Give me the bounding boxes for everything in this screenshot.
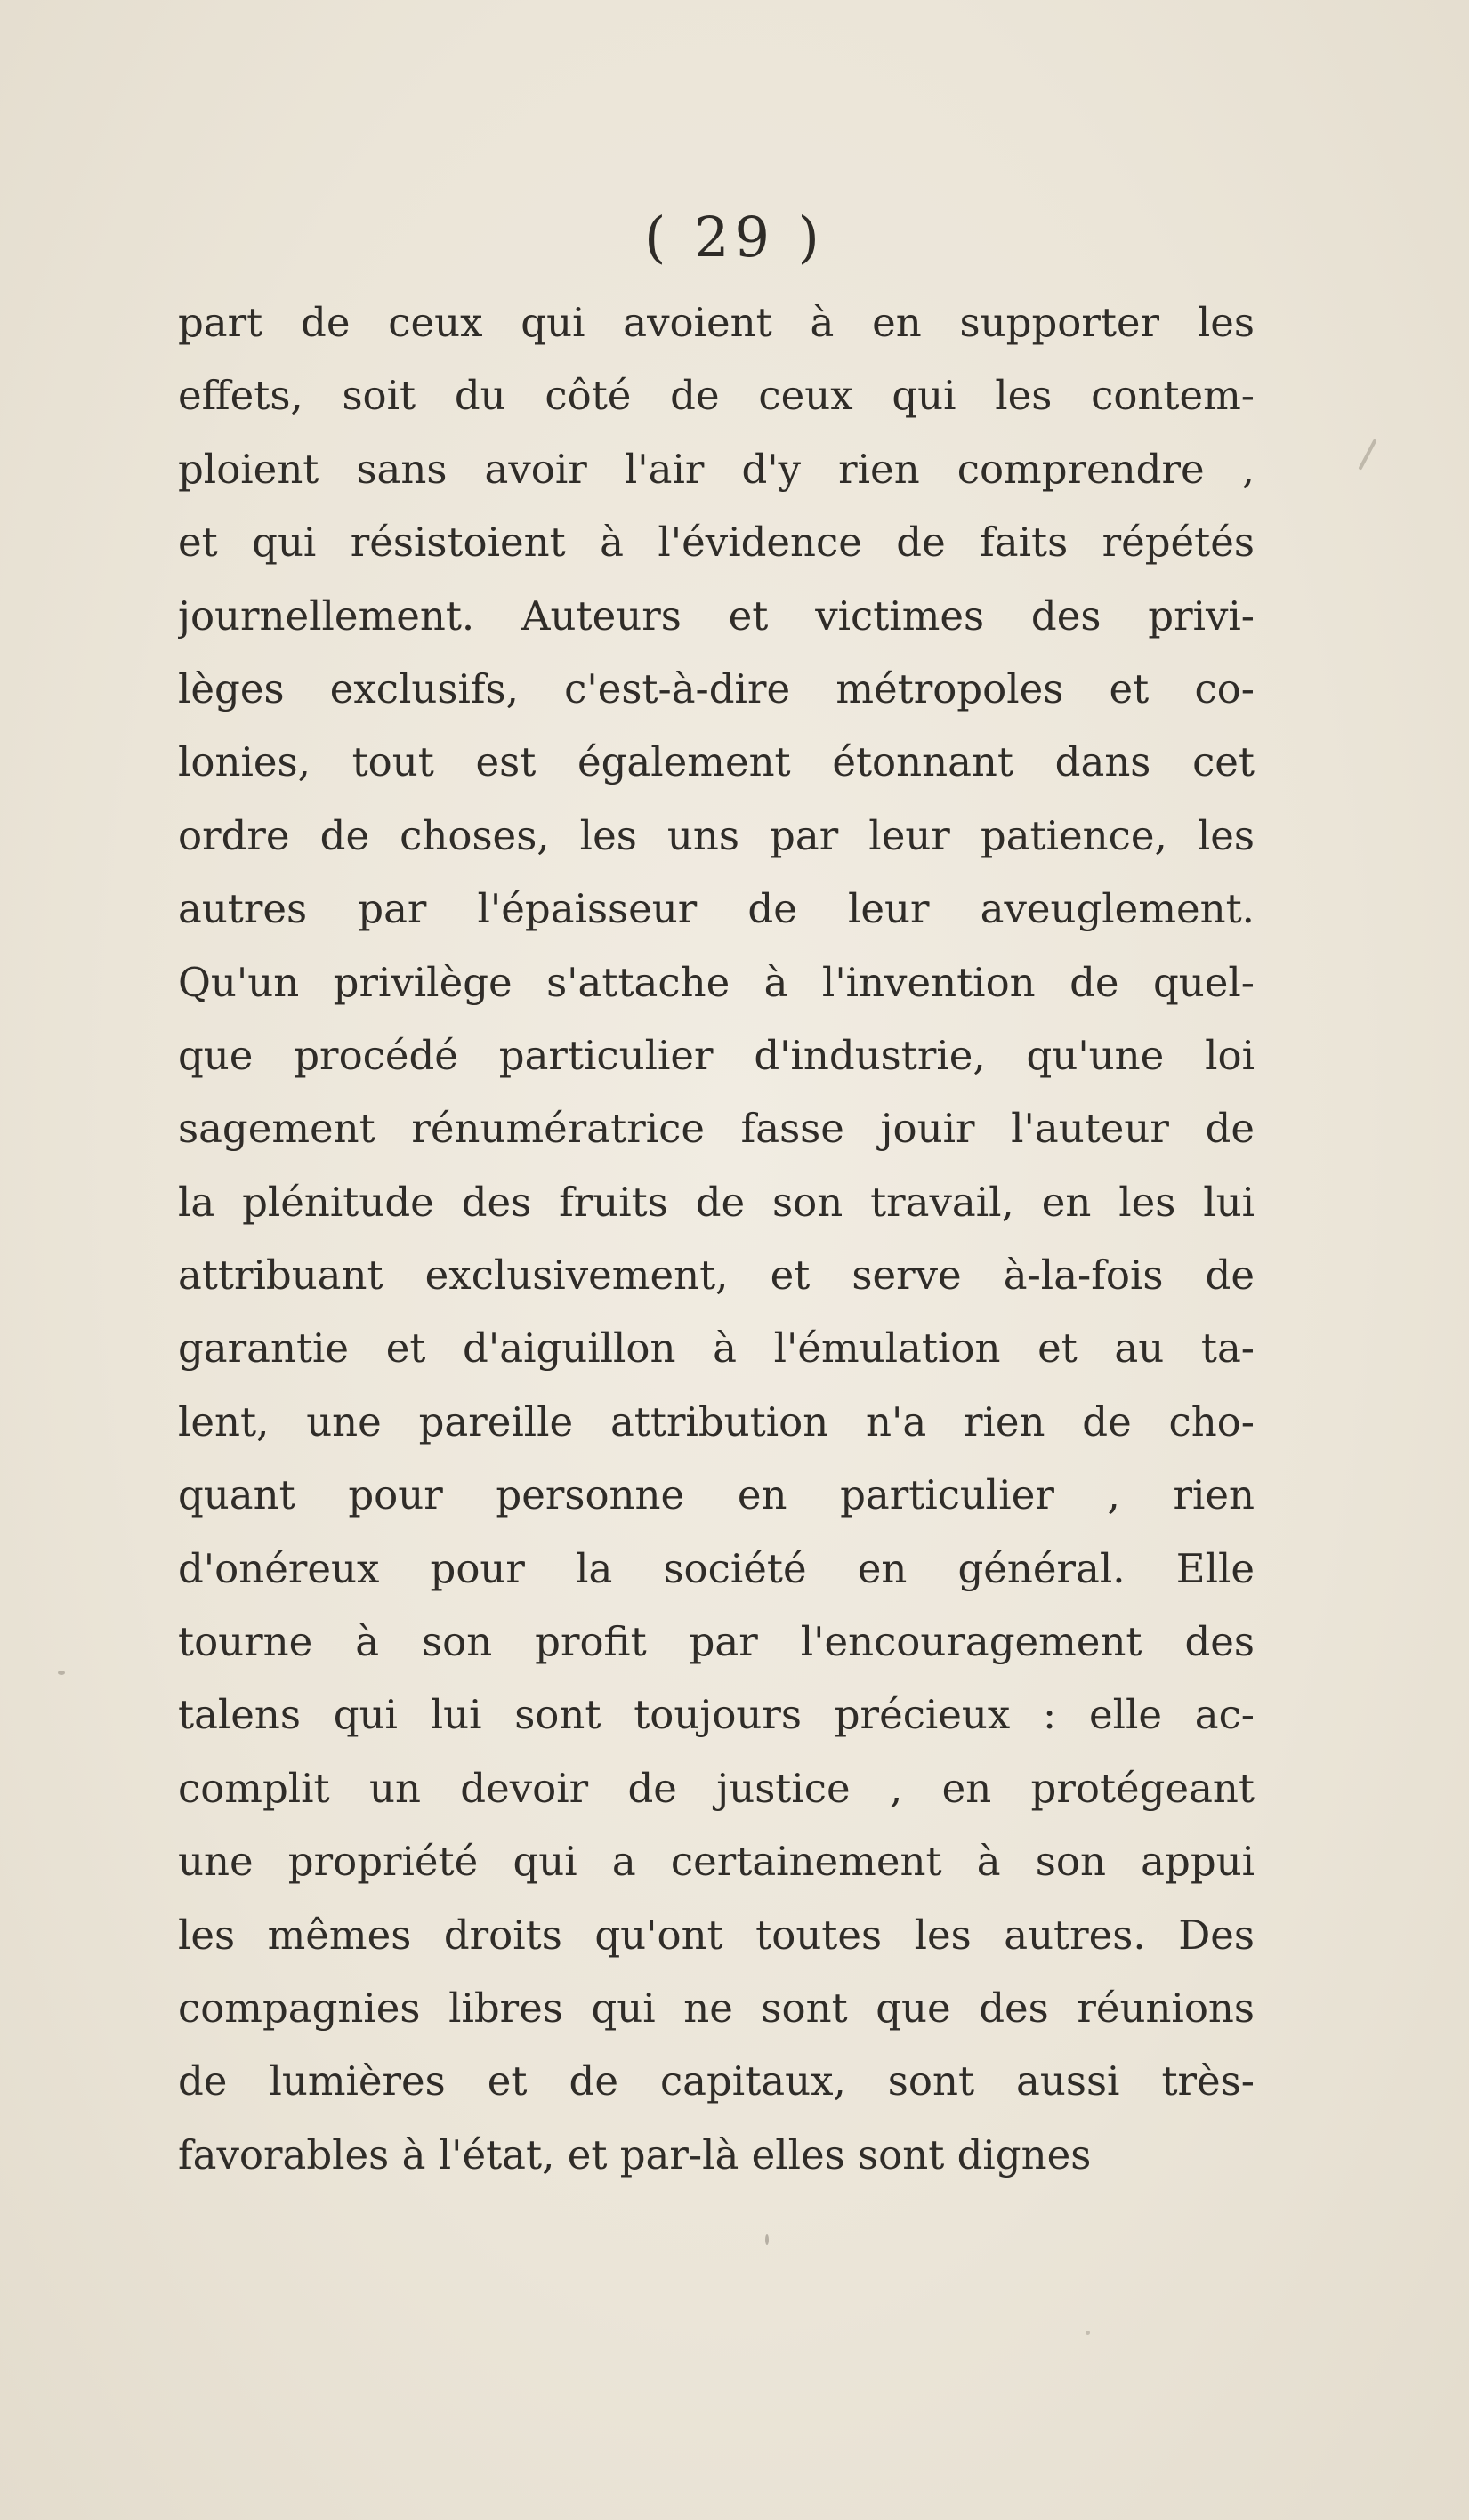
- text-line: tourne à son profit par l'encouragement des: [178, 1618, 1255, 1666]
- text-line: les mêmes droits qu'ont toutes les autres. Des: [178, 1911, 1255, 1959]
- text-line: garantie et d'aiguillon à l'émulation et au ta-: [178, 1324, 1255, 1373]
- paper-speck: [1358, 439, 1376, 470]
- text-line: journellement. Auteurs et victimes des privi-: [178, 592, 1255, 640]
- text-line: ploient sans avoir l'air d'y rien comprendre ,: [178, 445, 1255, 493]
- text-line: ordre de choses, les uns par leur patience, les: [178, 811, 1255, 859]
- text-line: la plénitude des fruits de son travail, en les lui: [178, 1178, 1255, 1226]
- text-line: autres par l'épaisseur de leur aveuglement.: [178, 885, 1255, 933]
- paper-speck: [765, 2234, 769, 2245]
- text-line: part de ceux qui avoient à en supporter les: [178, 299, 1255, 346]
- text-line: lent, une pareille attribution n'a rien de cho-: [178, 1397, 1255, 1445]
- page-number: ( 29 ): [644, 205, 825, 270]
- text-line: attribuant exclusivement, et serve à-la-fois de: [178, 1252, 1255, 1300]
- text-line: compagnies libres qui ne sont que des réunions: [178, 1984, 1255, 2032]
- text-line: une propriété qui a certainement à son appui: [178, 1838, 1255, 1886]
- text-line: que procédé particulier d'industrie, qu'une loi: [178, 1031, 1255, 1079]
- paper-speck: [1086, 2331, 1090, 2335]
- text-line: d'onéreux pour la société en général. Elle: [178, 1544, 1255, 1592]
- text-line: lèges exclusifs, c'est-à-dire métropoles et co-: [178, 664, 1255, 713]
- body-text: [178, 286, 1255, 2192]
- text-line: et qui résistoient à l'évidence de faits répétés: [178, 519, 1255, 567]
- text-line: de lumières et de capitaux, sont aussi très-: [178, 2057, 1255, 2105]
- text-line: lonies, tout est également étonnant dans cet: [178, 738, 1255, 786]
- text-line: sagement rénumératrice fasse jouir l'auteur de: [178, 1105, 1255, 1153]
- text-line: Qu'un privilège s'attache à l'invention de quel-: [178, 958, 1255, 1006]
- text-line: favorables à l'état, et par-là elles sont dignes: [178, 2130, 1092, 2178]
- text-line: quant pour personne en particulier , rien: [178, 1471, 1255, 1519]
- text-line: complit un devoir de justice , en protégeant: [178, 1764, 1255, 1812]
- text-line: talens qui lui sont toujours précieux : elle ac-: [178, 1691, 1255, 1739]
- paper-speck: [58, 1671, 65, 1675]
- text-line: effets, soit du côté de ceux qui les contem-: [178, 372, 1255, 420]
